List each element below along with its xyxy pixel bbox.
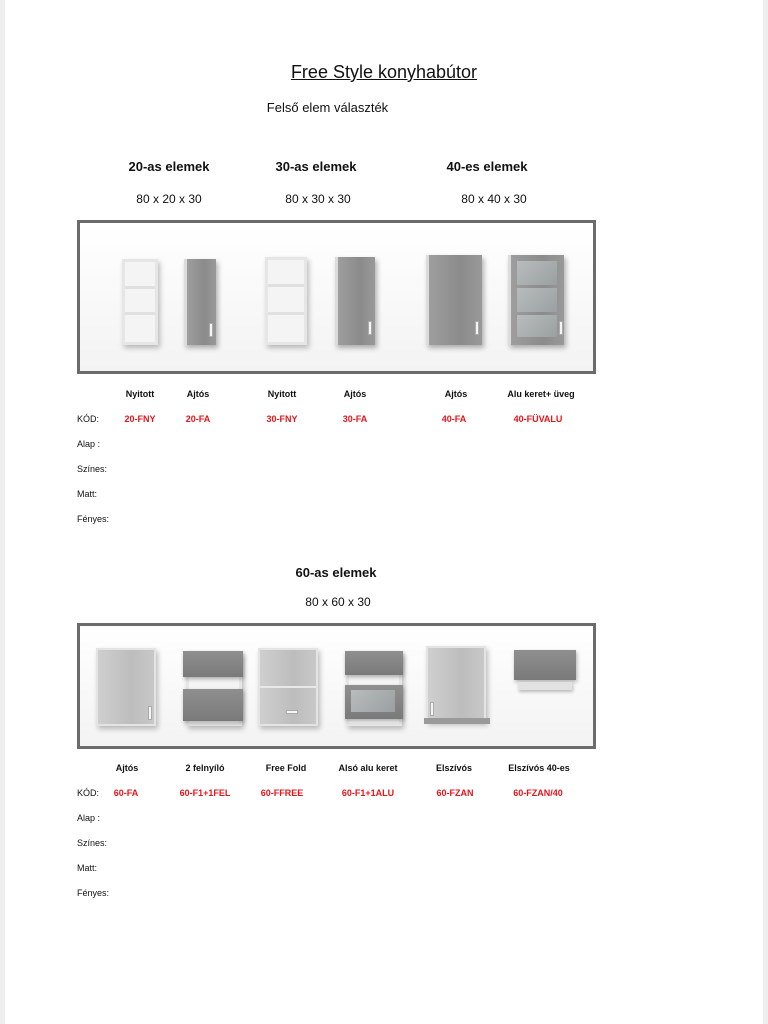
cabinet-60-extractor-40 (514, 650, 576, 680)
group-heading-30: 30-as elemek (275, 159, 357, 174)
row-label-alap-60: Alap : (77, 813, 101, 823)
column-label-60-2-felnyilo: 2 felnyíló (185, 763, 225, 773)
column-label-60-elszivos: Elszívós (435, 763, 473, 773)
row-label-kod: KÓD: (77, 414, 100, 424)
column-label-20-nyitott: Nyitott (125, 389, 155, 399)
column-label-30-nyitott: Nyitott (267, 389, 297, 399)
document-subtitle: Felső elem választék (266, 100, 389, 115)
row-label-alap: Alap : (77, 439, 101, 449)
cabinet-60-extractor (426, 646, 486, 722)
group-heading-20: 20-as elemek (128, 159, 210, 174)
group-dims-30: 80 x 30 x 30 (285, 192, 351, 206)
row-label-szines-60: Színes: (77, 838, 108, 848)
row-label-matt: Matt: (77, 489, 98, 499)
cabinet-30-open (265, 257, 307, 345)
cabinet-40-door (426, 255, 482, 345)
cabinet-20-door (184, 259, 216, 345)
code-40-fa: 40-FA (441, 414, 467, 424)
column-label-60-elszivos-40: Elszívós 40-es (508, 763, 570, 773)
code-60-f1-1alu: 60-F1+1ALU (341, 788, 395, 798)
document-page (5, 0, 763, 1024)
row-label-fenyes-60: Fényes: (77, 888, 110, 898)
code-30-fa: 30-FA (342, 414, 368, 424)
extractor-40-base (518, 682, 572, 690)
column-label-30-ajtos: Ajtós (343, 389, 367, 399)
code-20-fa: 20-FA (185, 414, 211, 424)
group-dims-60: 80 x 60 x 30 (305, 595, 371, 609)
group-dims-20: 80 x 20 x 30 (136, 192, 202, 206)
code-30-fny: 30-FNY (266, 414, 298, 424)
document-title: Free Style konyhabútor (290, 62, 478, 82)
cabinet-photo-small (77, 220, 596, 374)
code-40-fuvalu: 40-FÜVALU (513, 414, 563, 424)
column-label-60-ajtos: Ajtós (115, 763, 139, 773)
code-60-ffree: 60-FFREE (260, 788, 304, 798)
column-label-40-ajtos: Ajtós (444, 389, 468, 399)
code-60-fzan: 60-FZAN (436, 788, 474, 798)
code-60-fzan-40: 60-FZAN/40 (513, 788, 563, 798)
row-label-kod-60: KÓD: (77, 788, 100, 798)
column-label-40-alu-uveg: Alu keret+ üveg (507, 389, 575, 399)
code-20-fny: 20-FNY (124, 414, 156, 424)
cabinet-60-alu-frame (346, 652, 402, 726)
code-60-f1-1fel: 60-F1+1FEL (179, 788, 231, 798)
cabinet-40-alu-glass (508, 255, 564, 345)
column-label-20-ajtos: Ajtós (186, 389, 210, 399)
row-label-fenyes: Fényes: (77, 514, 110, 524)
group-dims-40: 80 x 40 x 30 (461, 192, 527, 206)
column-label-60-also-alu: Alsó alu keret (338, 763, 398, 773)
cabinet-20-open (122, 259, 158, 345)
cabinet-photo-60 (77, 623, 596, 749)
group-heading-60: 60-as elemek (295, 565, 377, 580)
column-label-60-free-fold: Free Fold (265, 763, 307, 773)
cabinet-60-door (96, 648, 156, 726)
cabinet-60-two-lift (186, 652, 242, 726)
cabinet-30-door (335, 257, 375, 345)
row-label-matt-60: Matt: (77, 863, 98, 873)
extractor-hood-bar (424, 718, 490, 724)
cabinet-60-free-fold (258, 648, 318, 726)
row-label-szines: Színes: (77, 464, 108, 474)
code-60-fa: 60-FA (113, 788, 139, 798)
group-heading-40: 40-es elemek (446, 159, 528, 174)
